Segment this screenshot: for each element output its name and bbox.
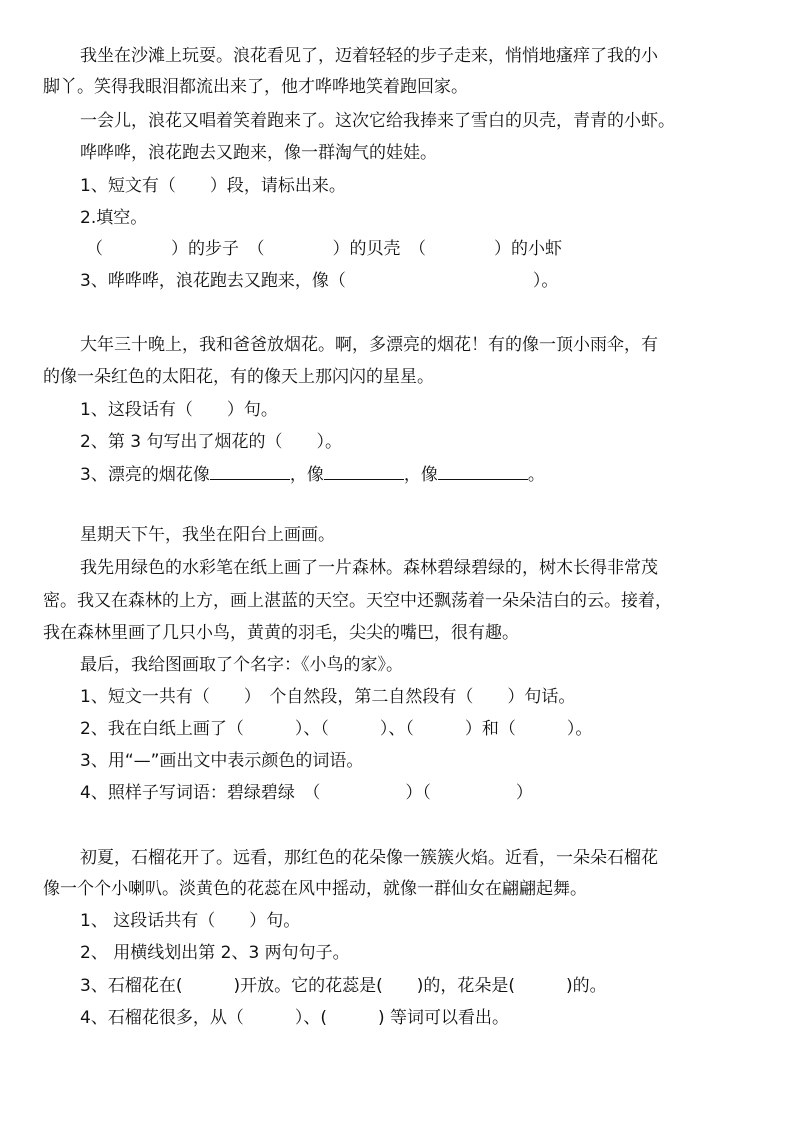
s2-q3-text-a: 3、漂亮的烟花像 <box>80 465 210 485</box>
s3-question-3: 3、用“—”画出文中表示颜色的词语。 <box>80 751 364 771</box>
s2-q3-text-c: ，像 <box>403 465 438 485</box>
s1-paragraph-1-line-1: 我坐在沙滩上玩耍。浪花看见了，迈着轻轻的步子走来，悄悄地瘙痒了我的小 <box>80 46 658 66</box>
s1-question-3: 3、哗哗哗，浪花跑去又跑来，像（ ）。 <box>80 271 559 291</box>
s3-question-4: 4、照样子写词语：碧绿碧绿 （ ）（ ） <box>80 783 533 803</box>
s2-paragraph-line-1: 大年三十晚上，我和爸爸放烟花。啊，多漂亮的烟花！有的像一顶小雨伞，有 <box>80 335 658 355</box>
s1-question-1: 1、短文有（ ）段，请标出来。 <box>80 176 346 196</box>
s2-q3-text-b: ，像 <box>289 465 324 485</box>
s3-paragraph-2-line-1: 我先用绿色的水彩笔在纸上画了一片森林。森林碧绿碧绿的，树木长得非常茂 <box>80 558 658 578</box>
s4-question-4: 4、石榴花很多，从（ ）、( ) 等词可以看出。 <box>80 1008 509 1028</box>
s3-paragraph-3: 最后，我给图画取了个名字：《小鸟的家》。 <box>80 655 403 675</box>
s1-question-2: 2.填空。 <box>80 208 148 228</box>
s2-question-1: 1、这段话有（ ）句。 <box>80 400 278 420</box>
s1-paragraph-1-line-2: 脚丫。笑得我眼泪都流出来了，他才哗哗地笑着跑回家。 <box>43 77 468 97</box>
s2-question-3 <box>80 461 545 487</box>
answer-blank <box>438 461 528 480</box>
answer-blank <box>210 461 290 480</box>
s1-question-2-blanks: （ ）的步子 （ ）的贝壳 （ ）的小虾 <box>86 239 562 259</box>
s1-paragraph-2-line-2: 哗哗哗，浪花跑去又跑来，像一群淘气的娃娃。 <box>80 143 437 163</box>
s3-question-1: 1、短文一共有（ ） 个自然段，第二自然段有（ ）句话。 <box>80 687 576 707</box>
answer-blank <box>324 461 404 480</box>
s2-question-2: 2、第 3 句写出了烟花的（ ）。 <box>80 432 342 452</box>
s3-paragraph-2-line-3: 我在森林里画了几只小鸟，黄黄的羽毛，尖尖的嘴巴，很有趣。 <box>43 623 519 643</box>
s2-paragraph-line-2: 的像一朵红色的太阳花，有的像天上那闪闪的星星。 <box>43 367 434 387</box>
s4-question-1: 1、 这段话共有（ ）句。 <box>80 911 301 931</box>
s3-paragraph-1: 星期天下午，我坐在阳台上画画。 <box>80 525 335 545</box>
s4-question-2: 2、 用横线划出第 2、3 两句句子。 <box>80 943 350 963</box>
s3-question-2: 2、我在白纸上画了（ ）、（ ）、（ ）和（ ）。 <box>80 719 593 739</box>
s1-paragraph-2-line-1: 一会儿，浪花又唱着笑着跑来了。这次它给我捧来了雪白的贝壳，青青的小虾。 <box>80 111 675 131</box>
s4-paragraph-line-1: 初夏，石榴花开了。远看，那红色的花朵像一簇簇火焰。近看，一朵朵石榴花 <box>80 848 658 868</box>
s4-paragraph-line-2: 像一个个小喇叭。淡黄色的花蕊在风中摇动，就像一群仙女在翩翩起舞。 <box>43 879 587 899</box>
s3-paragraph-2-line-2: 密。我又在森林的上方，画上湛蓝的天空。天空中还飘荡着一朵朵洁白的云。接着， <box>43 591 672 611</box>
s2-q3-text-d: 。 <box>527 465 545 485</box>
s4-question-3: 3、石榴花在( )开放。它的花蕊是( )的，花朵是( )的。 <box>80 976 607 996</box>
